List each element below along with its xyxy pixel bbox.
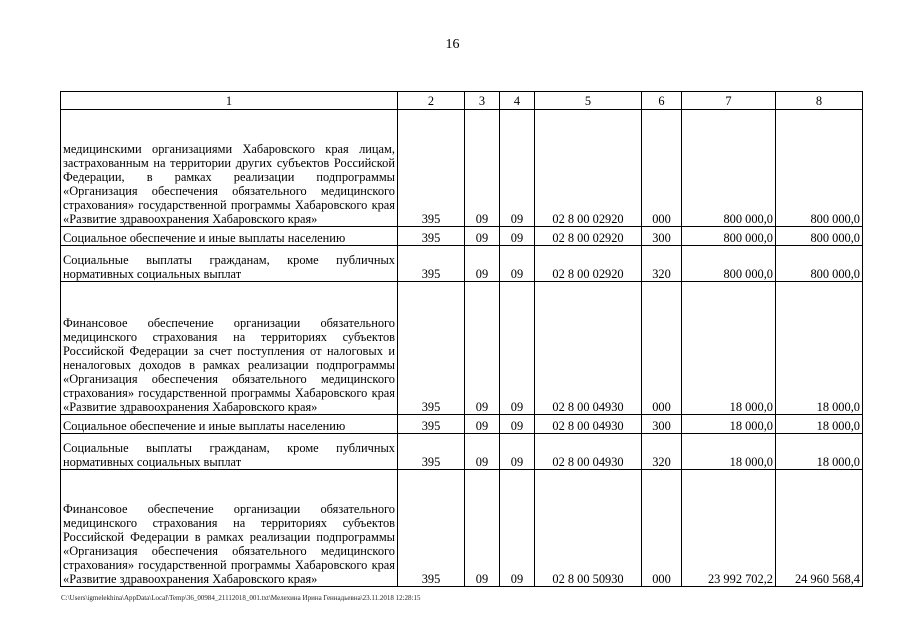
target-article-cell: 02 8 00 02920	[535, 246, 642, 282]
row-description: медицинскими организациями Хабаровского края лицам, застрахованным на территории других субъектов Российской Федерации, в рамках реализации подпрограммы «Организация обеспечения обязательного медицинского страхования» государственной программы Хабаровского края «Развитие здравоохранения Хабаровского края»	[61, 110, 398, 227]
expense-type-cell: 000	[642, 470, 682, 587]
subsection-cell: 09	[500, 227, 535, 246]
target-article-cell: 02 8 00 04930	[535, 434, 642, 470]
expense-type-cell: 320	[642, 246, 682, 282]
amount-cell: 800 000,0	[776, 227, 863, 246]
admin-code-cell: 395	[398, 227, 465, 246]
amount-cell: 24 960 568,4	[776, 470, 863, 587]
amount-cell: 800 000,0	[682, 246, 776, 282]
admin-code-cell: 395	[398, 434, 465, 470]
table-row	[61, 110, 863, 227]
file-path-footer: C:\Users\igmelekhina\AppData\Local\Temp\36_00984_21112018_001.txt\Мелехина Ирина Геннадьевна\23.11.2018 12:28:15	[61, 594, 421, 602]
admin-code-cell: 395	[398, 110, 465, 227]
row-description: Финансовое обеспечение организации обязательного медицинского страхования на территориях субъектов Российской Федерации за счет поступления от налоговых и неналоговых доходов в рамках реализации подпрограммы «Организация обеспечения обязательного медицинского страхования» государственной программы Хабаровского края «Развитие здравоохранения Хабаровского края»	[61, 282, 398, 415]
budget-table	[60, 91, 863, 587]
column-number-8: 8	[776, 92, 863, 110]
column-number-4: 4	[500, 92, 535, 110]
section-cell: 09	[465, 227, 500, 246]
amount-cell: 800 000,0	[682, 110, 776, 227]
section-cell: 09	[465, 415, 500, 434]
subsection-cell: 09	[500, 470, 535, 587]
admin-code-cell: 395	[398, 470, 465, 587]
column-number-5: 5	[535, 92, 642, 110]
table-row	[61, 415, 863, 434]
column-number-3: 3	[465, 92, 500, 110]
amount-cell: 18 000,0	[682, 415, 776, 434]
subsection-cell: 09	[500, 246, 535, 282]
expense-type-cell: 000	[642, 110, 682, 227]
admin-code-cell: 395	[398, 282, 465, 415]
target-article-cell: 02 8 00 50930	[535, 470, 642, 587]
section-cell: 09	[465, 246, 500, 282]
amount-cell: 18 000,0	[682, 434, 776, 470]
column-number-7: 7	[682, 92, 776, 110]
section-cell: 09	[465, 110, 500, 227]
target-article-cell: 02 8 00 02920	[535, 227, 642, 246]
table-row	[61, 282, 863, 415]
subsection-cell: 09	[500, 282, 535, 415]
table-header-row	[61, 92, 863, 110]
row-description: Социальные выплаты гражданам, кроме публичных нормативных социальных выплат	[61, 246, 398, 282]
expense-type-cell: 300	[642, 227, 682, 246]
amount-cell: 800 000,0	[776, 110, 863, 227]
row-description: Социальное обеспечение и иные выплаты населению	[61, 415, 398, 434]
column-number-1: 1	[61, 92, 398, 110]
target-article-cell: 02 8 00 02920	[535, 110, 642, 227]
amount-cell: 18 000,0	[682, 282, 776, 415]
amount-cell: 800 000,0	[776, 246, 863, 282]
target-article-cell: 02 8 00 04930	[535, 415, 642, 434]
expense-type-cell: 000	[642, 282, 682, 415]
admin-code-cell: 395	[398, 415, 465, 434]
section-cell: 09	[465, 434, 500, 470]
admin-code-cell: 395	[398, 246, 465, 282]
amount-cell: 800 000,0	[682, 227, 776, 246]
expense-type-cell: 300	[642, 415, 682, 434]
row-description: Финансовое обеспечение организации обязательного медицинского страхования на территориях субъектов Российской Федерации в рамках реализации подпрограммы «Организация обеспечения обязательного медицинского страхования» государственной программы Хабаровского края «Развитие здравоохранения Хабаровского края»	[61, 470, 398, 587]
amount-cell: 18 000,0	[776, 282, 863, 415]
amount-cell: 18 000,0	[776, 415, 863, 434]
column-number-2: 2	[398, 92, 465, 110]
amount-cell: 23 992 702,2	[682, 470, 776, 587]
page-number: 16	[445, 37, 460, 52]
section-cell: 09	[465, 470, 500, 587]
table-row	[61, 246, 863, 282]
target-article-cell: 02 8 00 04930	[535, 282, 642, 415]
subsection-cell: 09	[500, 434, 535, 470]
subsection-cell: 09	[500, 415, 535, 434]
table-row	[61, 227, 863, 246]
section-cell: 09	[465, 282, 500, 415]
row-description: Социальное обеспечение и иные выплаты населению	[61, 227, 398, 246]
table-row	[61, 434, 863, 470]
row-description: Социальные выплаты гражданам, кроме публичных нормативных социальных выплат	[61, 434, 398, 470]
amount-cell: 18 000,0	[776, 434, 863, 470]
column-number-6: 6	[642, 92, 682, 110]
expense-type-cell: 320	[642, 434, 682, 470]
subsection-cell: 09	[500, 110, 535, 227]
table-row	[61, 470, 863, 587]
